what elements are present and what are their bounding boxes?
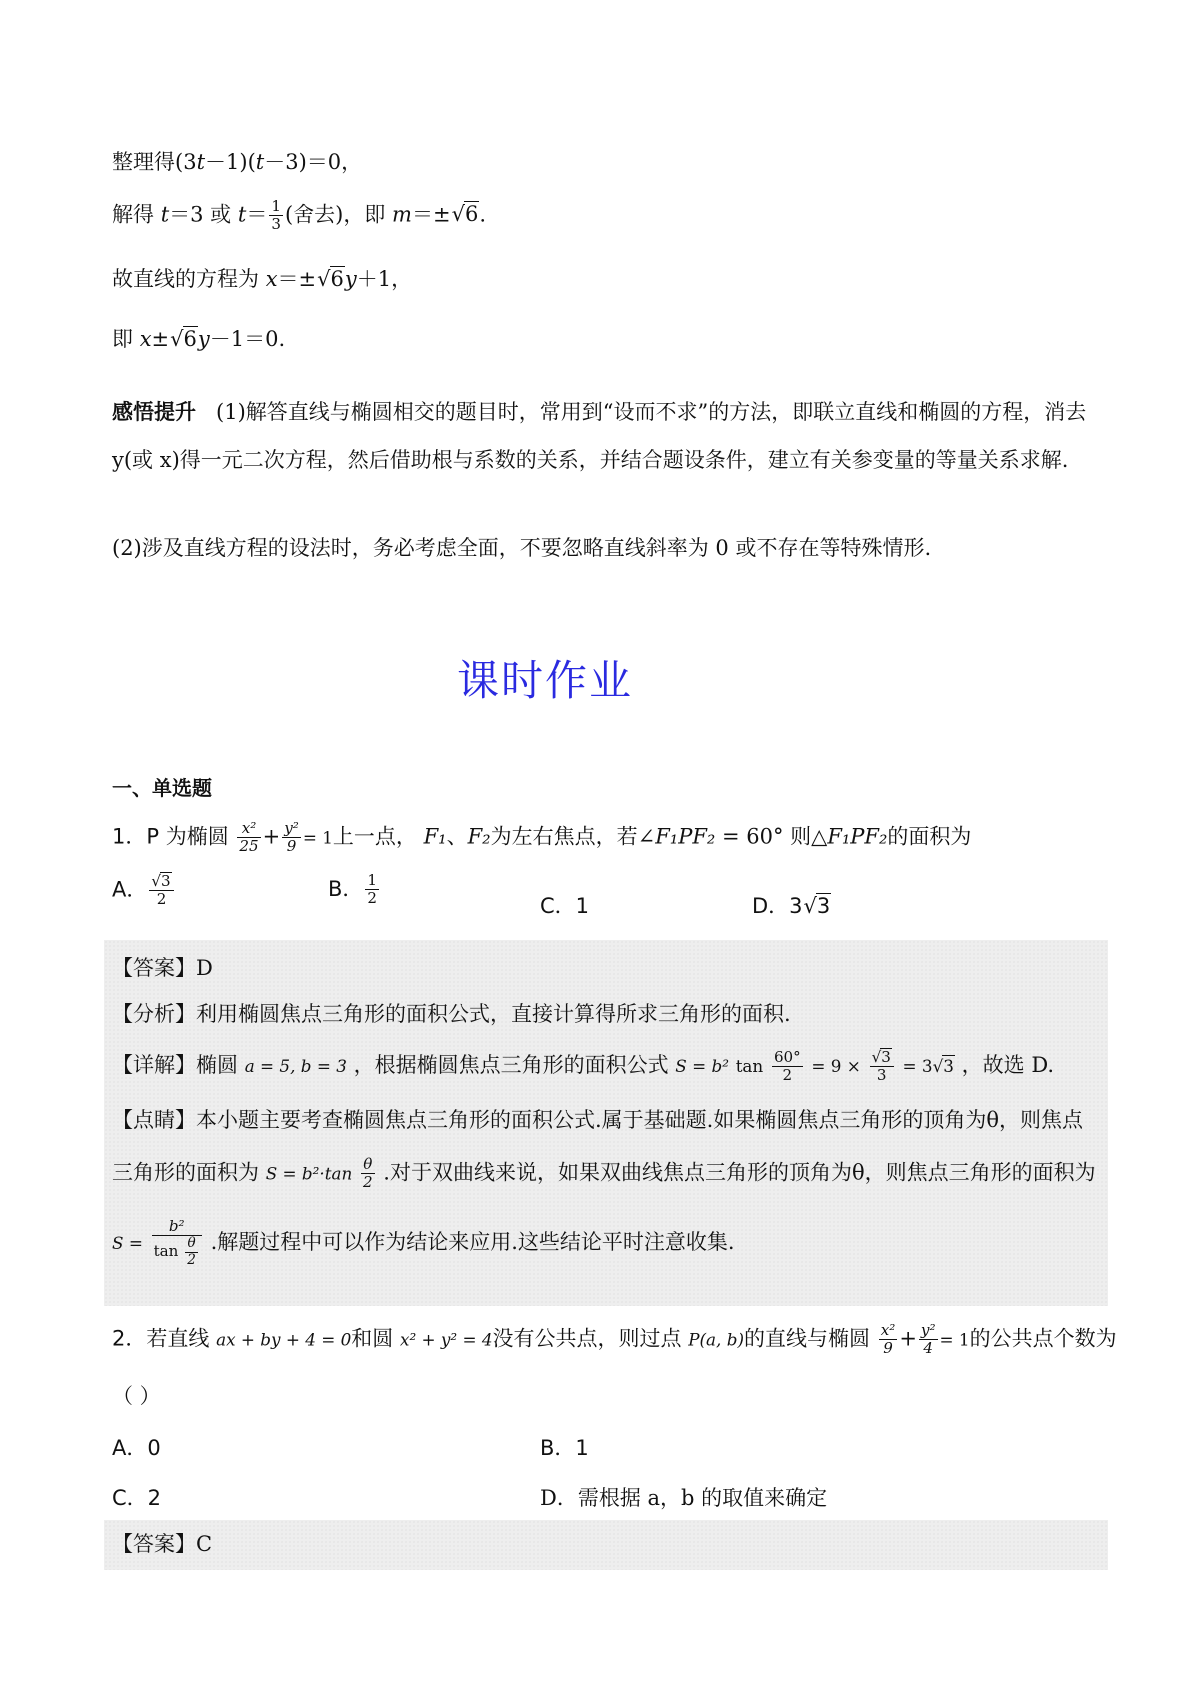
var-x: x	[265, 267, 278, 291]
text: (3	[175, 150, 197, 174]
option-fraction	[365, 872, 379, 908]
numerator: 1	[367, 871, 378, 889]
insight-text: (2)涉及直线方程的设法时，务必考虑全面，不要忽略直线斜率为 0 或不存在等特殊情形.	[112, 536, 932, 560]
var-x: x	[139, 327, 152, 351]
var-t: t	[160, 202, 170, 227]
angle-expression: F₁PF₂	[655, 824, 716, 849]
area-formula: S = b²	[675, 1055, 729, 1076]
denominator: 9	[286, 837, 297, 856]
text: 若直线	[146, 1326, 210, 1351]
q1-option-d[interactable]: D．3√3	[752, 894, 831, 918]
radical-sign: √	[170, 327, 184, 351]
line-equation: ax + by + 4 = 0	[216, 1329, 352, 1350]
q1-answer: 【答案】D	[112, 956, 213, 980]
numerator: y²	[284, 819, 299, 837]
text: 即	[112, 327, 133, 351]
text: 三角形的面积为	[112, 1160, 259, 1185]
denominator: 3	[271, 215, 281, 234]
text: +	[262, 824, 281, 849]
text: ＝±	[411, 202, 451, 227]
solution-line-1	[112, 150, 1100, 175]
insight-label: 感悟提升	[112, 400, 196, 424]
text: ＝±	[277, 267, 317, 291]
text: tan	[735, 1055, 764, 1076]
q2-option-b[interactable]: B．1	[540, 1436, 589, 1460]
fraction-hyperbola-area	[152, 1218, 202, 1269]
text: －1＝0.	[209, 327, 286, 351]
text: ，根据椭圆焦点三角形的面积公式	[353, 1052, 669, 1077]
q1-stem	[112, 820, 1100, 856]
text: = 3√3	[902, 1055, 954, 1076]
solution-line-3	[112, 266, 1100, 292]
circle-equation: x² + y² = 4	[399, 1329, 493, 1350]
text: = 1	[302, 827, 333, 848]
text: 、	[446, 824, 468, 849]
text: ＋1，	[356, 267, 413, 291]
insight-paragraph-1	[112, 388, 1100, 484]
text: 的面积为	[887, 824, 972, 849]
q1-detail	[112, 1048, 1100, 1085]
var-y: y	[197, 327, 210, 351]
text: 故直线的方程为	[112, 267, 259, 291]
q1-option-c[interactable]: C．1	[540, 894, 590, 918]
text: 的公共点个数为	[969, 1326, 1117, 1351]
text: .	[479, 202, 487, 227]
denominator: 2	[156, 890, 167, 909]
fraction-sqrt3-3	[870, 1048, 894, 1085]
solution-line-4	[112, 326, 1100, 352]
radical-sign: √	[451, 202, 465, 227]
text: S =	[112, 1232, 143, 1253]
numerator: √3	[149, 872, 173, 891]
var-t: t	[237, 202, 247, 227]
q2-stem	[112, 1321, 1117, 1358]
insight-paragraph-2	[112, 536, 1100, 561]
insight-text: (1)解答直线与椭圆相交的题目时，常用到“设而不求”的方法，即联立直线和椭圆的方程，消去 y(或 x)得一元二次方程，然后借助根与系数的关系，并结合题设条件，建立有关参变量的等量关系求解.	[112, 400, 1087, 472]
radicand: 6	[183, 327, 197, 351]
q1-comment-line-1: 【点睛】本小题主要考查椭圆焦点三角形的面积公式.属于基础题.如果椭圆焦点三角形的顶角为θ，则焦点	[112, 1108, 1083, 1132]
q2-option-c[interactable]: C．2	[112, 1486, 162, 1510]
text: a = 5, b = 3	[244, 1055, 347, 1076]
text: ，故选 D.	[961, 1052, 1055, 1077]
denominator: 3	[876, 1066, 887, 1085]
numerator: b²	[152, 1218, 202, 1236]
numerator: 60°	[773, 1047, 801, 1066]
fraction-60-2	[772, 1049, 803, 1085]
denominator: 2	[367, 889, 378, 908]
text: 没有公共点，则过点	[492, 1326, 682, 1351]
fraction-y2-4	[919, 1322, 938, 1358]
text: －1)(	[205, 150, 256, 174]
denominator: 2	[362, 1173, 373, 1192]
q1-comment-line-3	[112, 1218, 1100, 1269]
q1-option-b[interactable]: B． $\frac{1}{2}$	[328, 871, 378, 908]
radicand: 6	[464, 202, 479, 227]
numerator: y²	[920, 1321, 936, 1339]
fraction-x2-9	[879, 1322, 898, 1358]
var-y: y	[344, 267, 357, 291]
q2-option-a[interactable]: A．0	[112, 1436, 161, 1460]
text: 为左右焦点，若∠	[490, 824, 656, 849]
text: ±	[151, 327, 170, 351]
text: 的直线与椭圆	[744, 1326, 871, 1351]
numerator: 1	[271, 197, 281, 215]
denominator: 9	[883, 1339, 893, 1358]
section-heading: 一、单选题	[112, 776, 212, 800]
numerator: √3	[870, 1048, 894, 1067]
focus-f1: F₁	[423, 824, 447, 849]
radicand: 6	[330, 267, 344, 291]
denominator: 2	[782, 1065, 793, 1084]
text: (舍去)，即	[284, 202, 386, 227]
var-m: m	[392, 202, 412, 227]
triangle-name: F₁PF₂	[827, 824, 888, 849]
q2-answer: 【答案】C	[112, 1532, 213, 1556]
text: 【详解】椭圆	[112, 1052, 238, 1077]
solution-line-2	[112, 198, 1100, 234]
text: 解得	[112, 202, 154, 227]
fraction-x2-25	[237, 820, 260, 856]
fraction-theta-2	[361, 1156, 375, 1192]
point-p: P(a, b)	[688, 1329, 745, 1350]
area-formula: S = b²·tan	[265, 1163, 353, 1184]
denominator: tan $\frac{\theta}{2}$	[153, 1235, 196, 1269]
text: 上一点，	[332, 824, 417, 849]
text: = 60°	[715, 824, 791, 849]
text: 2．	[112, 1326, 147, 1351]
section-title: 课时作业	[456, 656, 633, 705]
text: ＝	[246, 202, 268, 227]
text: +	[899, 1326, 917, 1351]
text: .对于双曲线来说，如果双曲线焦点三角形的顶角为θ，则焦点三角形的面积为	[383, 1160, 1096, 1185]
numerator: θ	[361, 1156, 375, 1174]
text: .解题过程中可以作为结论来应用.这些结论平时注意收集.	[210, 1229, 735, 1254]
focus-f2: F₂	[467, 824, 491, 849]
q1-comment-line-2	[112, 1156, 1100, 1192]
numerator: x²	[880, 1321, 896, 1339]
numerator: x²	[237, 820, 260, 838]
text: 则△	[790, 824, 828, 849]
text: ＝3 或	[169, 202, 232, 227]
q2-paren: （ ）	[112, 1384, 161, 1408]
q1-option-a[interactable]: A． $\frac{√3}{2}$	[112, 872, 176, 909]
denominator: 25	[239, 837, 259, 856]
text: －3)＝0，	[264, 150, 363, 174]
option-fraction	[149, 872, 173, 909]
q1-analysis: 【分析】利用椭圆焦点三角形的面积公式，直接计算得所求三角形的面积.	[112, 1002, 791, 1026]
q2-option-d[interactable]: D．需根据 a，b 的取值来确定	[540, 1486, 828, 1510]
fraction-y2-9	[282, 820, 301, 856]
text: 和圆	[351, 1326, 394, 1351]
text: 1．P 为椭圆	[112, 824, 229, 849]
text: = 1	[939, 1329, 970, 1350]
var-t: t	[255, 150, 265, 174]
text: 整理得	[112, 150, 175, 174]
radical-sign: √	[317, 267, 331, 291]
text: = 9 ×	[811, 1055, 861, 1076]
fraction-one-third	[269, 198, 283, 234]
denominator: 4	[923, 1339, 934, 1358]
var-t: t	[196, 150, 206, 174]
